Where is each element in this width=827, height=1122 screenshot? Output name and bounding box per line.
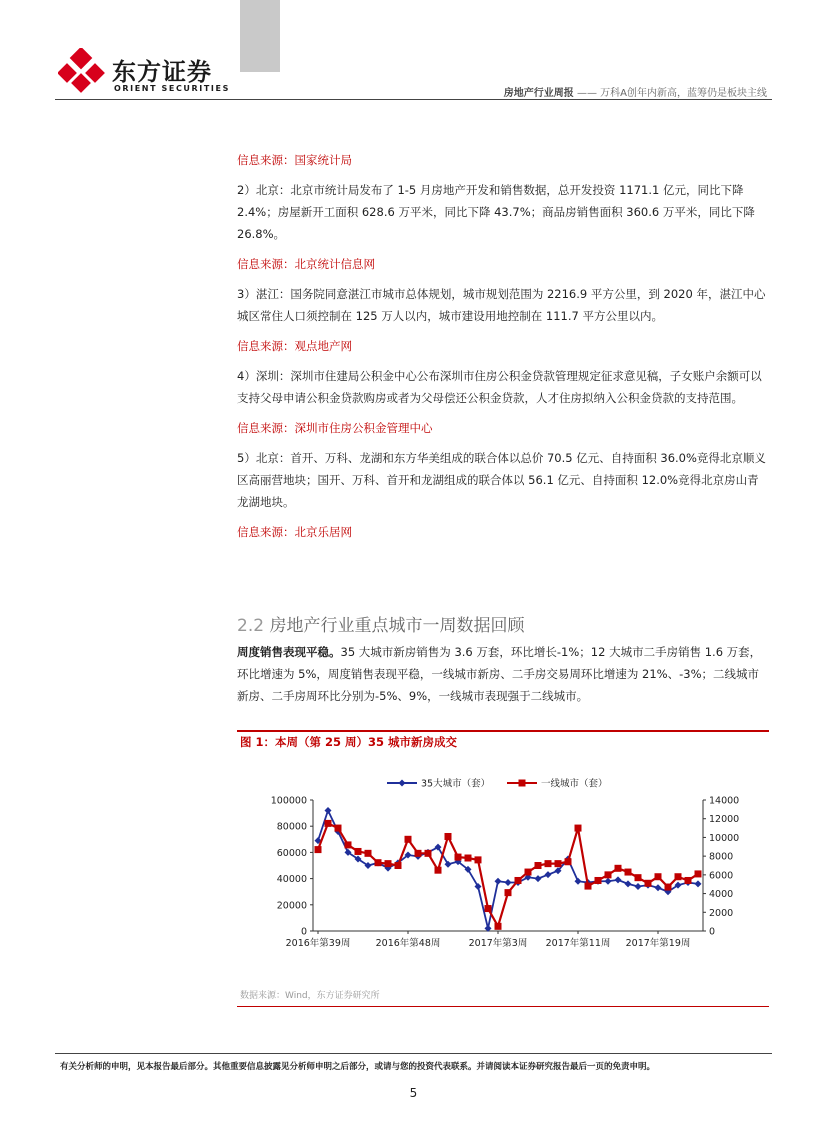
series-2-point [555, 860, 562, 867]
series-2-point [605, 871, 612, 878]
series-2-point [375, 859, 382, 866]
right-tick-label: 14000 [709, 795, 740, 807]
series-2-point [465, 855, 472, 862]
series-2-point [455, 854, 462, 861]
series-2-point [695, 870, 702, 877]
series-2-point [315, 846, 322, 853]
footer-rule [55, 1053, 772, 1054]
series-1-point [535, 875, 542, 882]
report-type: 房地产行业周报 [503, 88, 574, 99]
series-2-point [435, 867, 442, 874]
right-tick-label: 4000 [709, 889, 734, 901]
page-number: 5 [409, 1086, 418, 1100]
series-2-point [675, 873, 682, 880]
lead-bold: 周度销售表现平稳。 [237, 645, 341, 659]
section-heading [237, 611, 524, 636]
x-tick-label: 2017年第19周 [625, 938, 691, 949]
series-2-point [495, 923, 502, 930]
footer-disclaimer: 有关分析师的申明，见本报告最后部分。其他重要信息披露见分析师申明之后部分，或请与您的投资代表联系。并请阅读本证券研究报告最后一页的免责申明。 [60, 1062, 656, 1072]
left-tick-label: 60000 [276, 847, 307, 859]
header-gray-tab [240, 0, 280, 72]
series-2-point [585, 883, 592, 890]
series-1-point [505, 879, 512, 886]
series-2-point [615, 865, 622, 872]
series-1-point [495, 878, 502, 885]
source-line: 信息来源：深圳市住房公积金管理中心 [237, 421, 433, 435]
series-2-point [655, 873, 662, 880]
series-2-point [355, 848, 362, 855]
series-2-point [335, 825, 342, 832]
series-2-point [415, 850, 422, 857]
legend-marker-1 [399, 780, 406, 787]
series-2-point [475, 856, 482, 863]
right-tick-label: 2000 [709, 907, 734, 919]
series-2-point [645, 880, 652, 887]
series-2-point [625, 869, 632, 876]
series-1-point [655, 884, 662, 891]
series-2-point [325, 820, 332, 827]
header-rule [55, 99, 772, 100]
series-2-point [445, 833, 452, 840]
source-line: 信息来源：观点地产网 [237, 339, 352, 353]
legend-label-2: 一线城市（套） [541, 778, 608, 790]
figure-bottom-rule [237, 1006, 769, 1007]
series-2-point [595, 877, 602, 884]
orient-securities-logo [58, 48, 106, 94]
logo-english-name: ORIENT SECURITIES [114, 84, 230, 93]
series-1-point [615, 876, 622, 883]
lead-text: 35 大城市新房销售为 3.6 万套，环比增长-1%；12 大城市二手房销售 1.6 万套，环比增速为 5%，周度销售表现平稳，一线城市新房、二手房交易周环比增速为 21%、-3%；二线城市新房、二手房周环比分别为-5%、9%，一线城市表现强于二线城市。 [237, 645, 762, 703]
logo-chinese-name: 东方证券 [112, 58, 212, 86]
series-2-point [565, 858, 572, 865]
legend-label-1: 35大城市（套） [421, 778, 491, 790]
section-number: 2.2 [237, 616, 265, 636]
left-tick-label: 20000 [276, 900, 307, 912]
figure-title: 图 1：本周（第 25 周）35 城市新房成交 [240, 735, 458, 749]
right-tick-label: 6000 [709, 870, 734, 882]
left-tick-label: 80000 [276, 821, 307, 833]
section-lead [237, 641, 769, 707]
series-2-point [485, 905, 492, 912]
series-2-point [575, 825, 582, 832]
news-paragraph: 3）湛江：国务院同意湛江市城市总体规划，城市规划范围为 2216.9 平方公里，到 2020 年，湛江中心城区常住人口须控制在 125 万人以内，城市建设用地控制在 111.7 平方公里以内。 [237, 287, 766, 323]
source-line: 信息来源：北京乐居网 [237, 525, 352, 539]
series-2-point [515, 877, 522, 884]
left-tick-label: 100000 [270, 795, 307, 807]
right-tick-label: 8000 [709, 851, 734, 863]
series-2-point [345, 841, 352, 848]
report-header [504, 84, 767, 99]
x-tick-label: 2016年第39周 [285, 938, 351, 949]
series-2-point [525, 869, 532, 876]
series-2-point [365, 850, 372, 857]
series-2-point [425, 850, 432, 857]
news-paragraph: 5）北京：首开、万科、龙湖和东方华美组成的联合体以总价 70.5 亿元、自持面积 36.0%竞得北京顺义区高丽营地块；国开、万科、首开和龙湖组成的联合体以 56.1 亿元、自持面积 12.0%竞得北京房山青龙湖地块。 [237, 451, 766, 509]
series-line-1 [318, 810, 698, 928]
series-2-point [395, 862, 402, 869]
source-line: 信息来源：国家统计局 [237, 153, 352, 167]
series-2-point [505, 889, 512, 896]
series-1-point [325, 807, 332, 814]
header-separator: —— [576, 88, 597, 99]
series-2-point [385, 860, 392, 867]
series-2-point [535, 862, 542, 869]
news-paragraph: 4）深圳：深圳市住建局公积金中心公布深圳市住房公积金贷款管理规定征求意见稿，子女账户余额可以支持父母申请公积金贷款购房或者为父母偿还公积金贷款，人才住房拟纳入公积金贷款的支持范围。 [237, 369, 762, 405]
series-2-point [405, 836, 412, 843]
report-title: 万科A创年内新高，蓝筹仍是板块主线 [600, 88, 767, 99]
series-1-point [575, 878, 582, 885]
news-section [237, 149, 769, 543]
left-tick-label: 40000 [276, 874, 307, 886]
series-2-point [685, 877, 692, 884]
series-1-point [605, 878, 612, 885]
left-tick-label: 0 [300, 926, 307, 938]
series-1-point [695, 880, 702, 887]
series-2-point [665, 884, 672, 891]
figure-top-rule [237, 730, 769, 732]
right-tick-label: 0 [709, 926, 716, 938]
series-1-point [545, 871, 552, 878]
series-1-point [635, 883, 642, 890]
series-2-point [545, 860, 552, 867]
legend-marker-2 [519, 780, 526, 787]
news-paragraph: 2）北京：北京市统计局发布了 1-5 月房地产开发和销售数据，总开发投资 1171.1 亿元，同比下降 2.4%；房屋新开工面积 628.6 万平米，同比下降 43.7%；商品房销售面积 360.6 万平米，同比下降 26.8%。 [237, 183, 755, 241]
section-title: 房地产行业重点城市一周数据回顾 [269, 616, 525, 636]
series-2-point [635, 874, 642, 881]
x-tick-label: 2016年第48周 [375, 938, 441, 949]
right-tick-label: 10000 [709, 832, 740, 844]
x-tick-label: 2017年第3周 [468, 938, 528, 949]
right-tick-label: 12000 [709, 814, 740, 826]
figure-source: 数据来源：Wind，东方证券研究所 [240, 991, 380, 1001]
new-home-sales-chart [237, 770, 769, 960]
x-tick-label: 2017年第11周 [545, 938, 611, 949]
source-line: 信息来源：北京统计信息网 [237, 257, 375, 271]
series-1-point [625, 880, 632, 887]
